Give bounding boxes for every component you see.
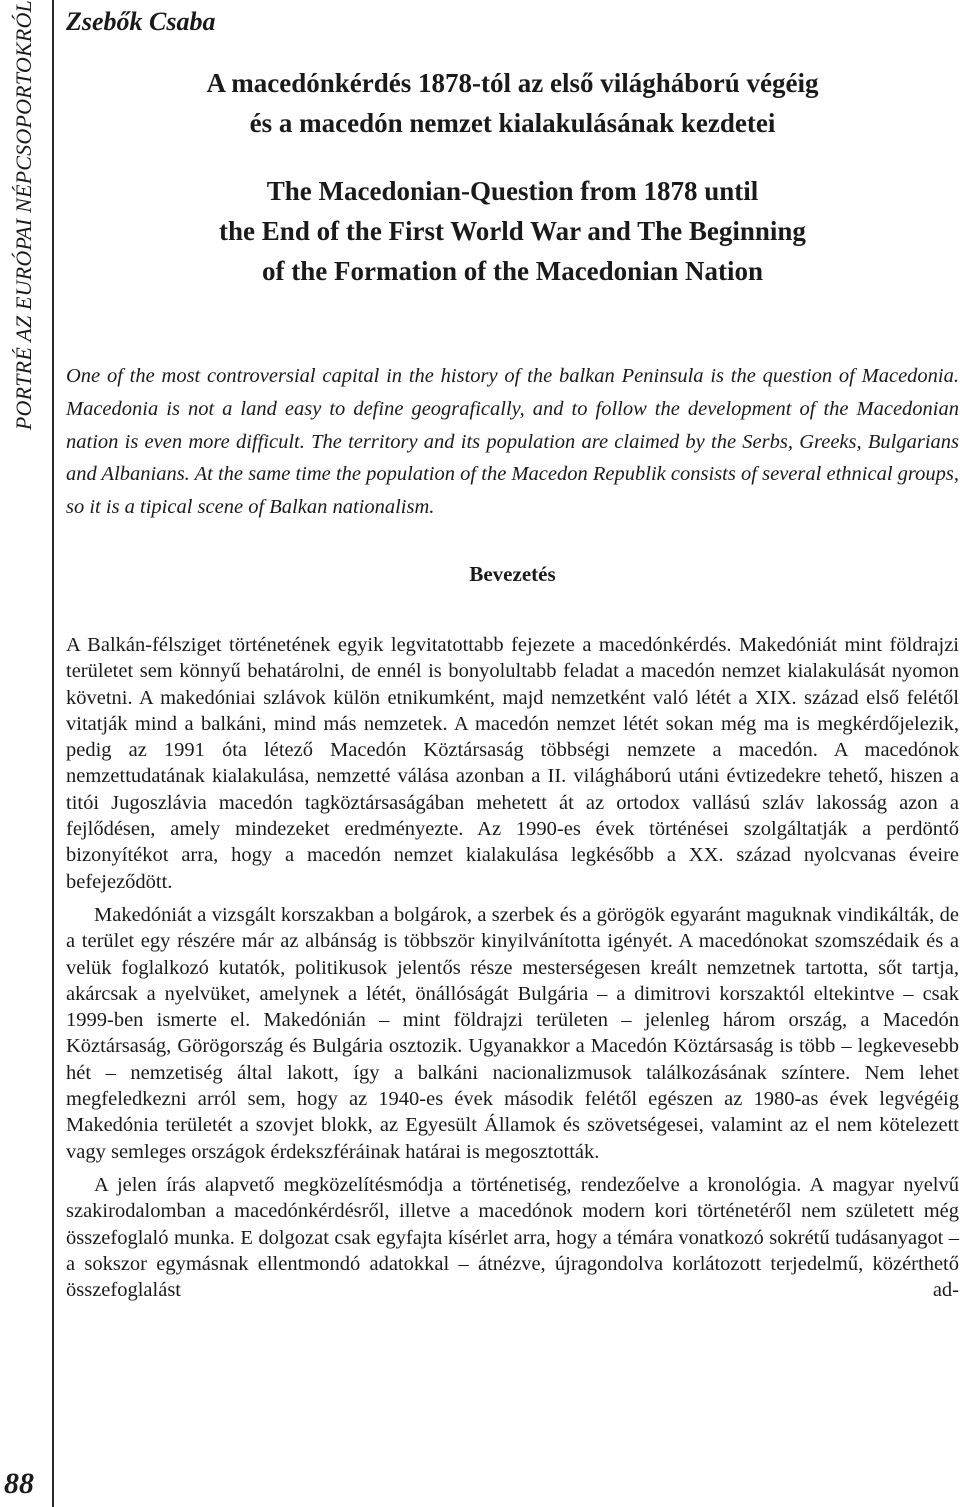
section-heading: Bevezetés: [469, 561, 556, 586]
title-hungarian: [66, 63, 959, 143]
title-english-line: of the Formation of the Macedonian Nation: [262, 256, 763, 286]
title-english-line: The Macedonian-Question from 1878 until: [266, 176, 759, 206]
title-english: [66, 171, 959, 291]
abstract: One of the most controversial capital in the history of the balkan Peninsula is the question of Macedonia. Macedonia is not a land easy to define geografically, and to follow the development of the Macedonian nation is even more difficult. The territory and its population are claimed by the Serbs, Greeks, Bulgarians and Albanians. At the same time the population of the Macedon Republik consists of several ethnical groups, so it is a tipical scene of Balkan nationalism.: [66, 365, 959, 519]
body-paragraph: A Balkán-félsziget történetének egyik legvitatottabb fejezete a macedónkérdés. Makedóniát mint földrajzi területet sem könnyű behatárolni, de ennél is bonyolultabb feladat a macedón nemzet kialakulását nyomon követni. A makedóniai szlávok külön etnikumként, majd nemzetként való létét a XIX. század első felétől vitatják mind a balkáni, mind más nemzetek. A macedón nemzet létét sokan még ma is megkérdőjelezik, pedig az 1991 óta létező Macedón Köztársaság többségi nemzete a macedón. A macedónok nemzettudatának kialakulása, nemzetté válása azonban a II. világháború utáni évtizedekre tehető, hiszen a titói Jugoszlávia macedón tagköztársaságában mehetett át az ortodox vallású szláv lakosság azon a fejlődésen, amely mindezeket eredményezte. Az 1990-es évek történései szolgáltatják a perdöntő bizonyítékot arra, hogy a macedón nemzet kialakulása legkésőbb a XX. század nyolcvanas éveire befejeződött.: [66, 633, 959, 893]
journal-caption-text: PORTRÉ AZ EURÓPAI NÉPCSOPORTOKRÓL: [11, 0, 36, 431]
title-english-line: the End of the First World War and The Beginning: [219, 216, 806, 246]
title-hungarian-line: A macedónkérdés 1878-tól az első világháború végéig: [206, 68, 819, 98]
title-hungarian-line: és a macedón nemzet kialakulásának kezdetei: [249, 108, 776, 138]
author-name: Zsebők Csaba: [66, 7, 216, 36]
body-paragraph: A jelen írás alapvető megközelítésmódja a történetiség, rendezőelve a kronológia. A magyar nyelvű szakirodalomban a macedónkérdésről, illetve a macedónok modern kori történetéről nem született még összefoglaló munka. E dolgozat csak egyfajta kísérlet arra, hogy a témára vonatkozó sokrétű tudásanyagot – a sokszor egymásnak ellentmondó adatokkal – átnézve, újragondolva korlátozott terjedelmű, közérthető összefoglalást ad-: [66, 1173, 959, 1302]
side-divider: [52, 0, 54, 1507]
article: [66, 0, 959, 1303]
body-paragraph: Makedóniát a vizsgált korszakban a bolgárok, a szerbek és a görögök egyaránt maguknak vindikálták, de a terület egy részére már az albánság is többször kinyilvánította igényét. A macedónokat szomszédaik és a velük foglalkozó kutatók, politikusok jelentős része mesterségesen kreált nemzetnek tartotta, sőt tartja, akárcsak a nyelvüket, amelynek a létét, önállóságát Bulgária – a dimitrovi korszaktól eltekintve – csak 1999-ben ismerte el. Makedónián – mint földrajzi területen – jelenleg három ország, a Macedón Köztársaság, Görögország és Bulgária osztozik. Ugyanakkor a Macedón Köztársaság is több – legkevesebb hét – nemzetiség által lakott, így a balkáni nacionalizmusok találkozásának színtere. Nem lehet megfeledkezni arról sem, hogy az 1940-es évek második felétől egészen az 1980-as évek legvégéig Makedónia területét a szovjet blokk, az Egyesült Államok és szövetségesei, valamint az el nem kötelezett vagy semleges országok érdekszféráinak határai is megosztották.: [66, 903, 959, 1163]
side-rail: [0, 0, 50, 1507]
page-number: 88: [4, 1467, 34, 1500]
